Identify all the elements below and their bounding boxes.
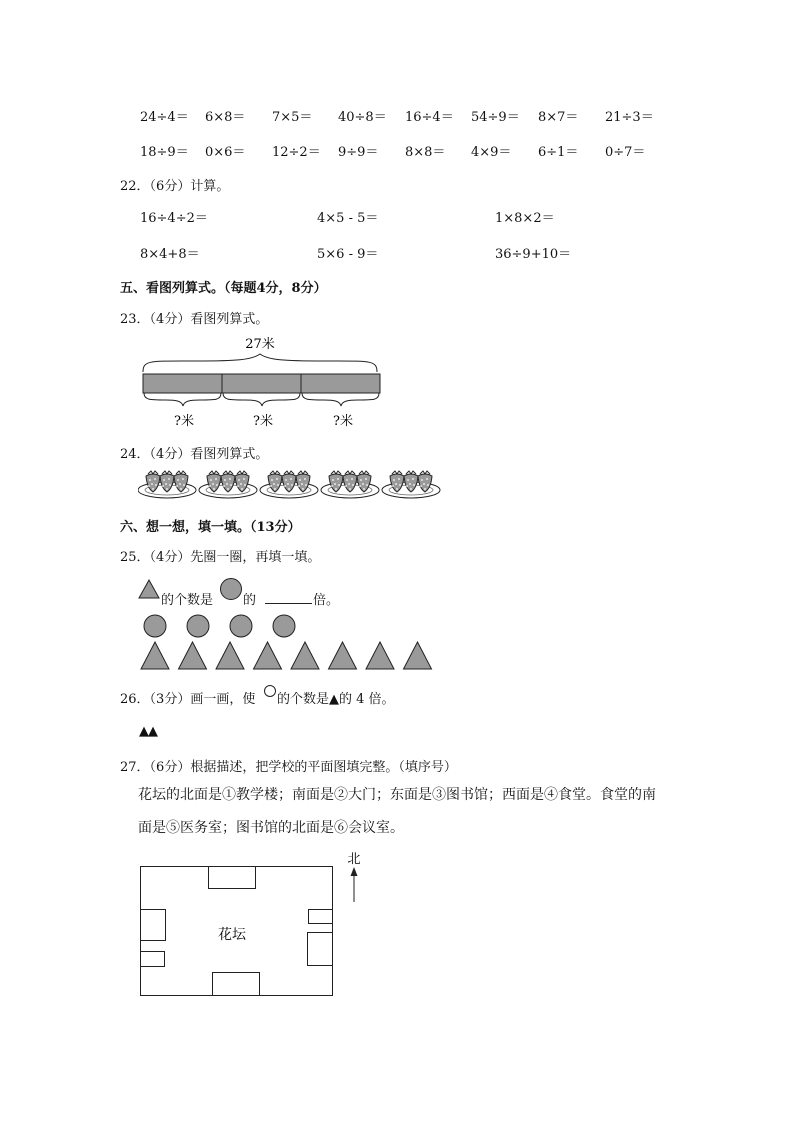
oral-calc-item: 54÷9＝ — [471, 110, 520, 125]
plan-box-west — [141, 910, 166, 941]
q24-heading: 24．（4分）看图列算式。 — [120, 447, 269, 462]
q25-heading: 25．（4分）先圈一圈，再填一填。 — [120, 550, 321, 565]
part-label-2: ?米 — [253, 414, 273, 429]
oral-calc-item: 18÷9＝ — [140, 145, 189, 160]
oral-calc-item: 21÷3＝ — [605, 110, 654, 125]
triangle-icon — [138, 579, 160, 599]
section-5-title: 五、看图列算式。（每题4分，8分） — [120, 281, 327, 296]
top-brace — [143, 354, 377, 372]
q26-heading-a: 26．（3分）画一画，使 — [120, 692, 256, 707]
plan-box-south — [213, 973, 260, 996]
q25-text-a: 的个数是 — [161, 593, 214, 608]
q22-item-3: 1×8×2＝ — [495, 211, 555, 226]
oral-calc-item: 16÷4＝ — [405, 110, 454, 125]
oral-calc-item: 40÷8＝ — [338, 110, 387, 125]
oral-calc-item: 7×5＝ — [272, 110, 313, 125]
flowerbed-label: 花坛 — [218, 927, 246, 943]
bar — [143, 374, 380, 393]
plan-box-east — [308, 933, 333, 966]
q23-heading: 23．（4分）看图列算式。 — [120, 312, 269, 327]
gray-triangle — [329, 642, 357, 669]
q25-answer-blank[interactable] — [265, 603, 312, 604]
gray-circle — [187, 615, 209, 637]
q25-text-c: 倍。 — [313, 593, 340, 608]
oral-calc-item: 24÷4＝ — [140, 110, 189, 125]
gray-triangle — [141, 642, 169, 669]
q22-item-4: 8×4+8＝ — [140, 247, 200, 262]
north-label: 北 — [347, 852, 361, 867]
part-label-3: ?米 — [333, 414, 353, 429]
oral-calc-item: 6×8＝ — [205, 110, 246, 125]
gray-triangle — [254, 642, 282, 669]
q22-item-5: 5×6 - 9＝ — [317, 247, 379, 262]
oral-calc-item: 6÷1＝ — [538, 145, 579, 160]
oral-calc-item: 4×9＝ — [471, 145, 512, 160]
gray-circle — [273, 615, 295, 637]
strawberry-plate — [138, 471, 196, 498]
q26-given-triangles: ▲▲ — [139, 724, 157, 739]
gray-triangle — [216, 642, 244, 669]
gray-circle — [230, 615, 252, 637]
q22-item-2: 4×5 - 5＝ — [317, 211, 379, 226]
q23-segment-diagram — [136, 334, 388, 432]
strawberry-plate — [382, 471, 440, 498]
north-arrow-head — [351, 867, 358, 876]
q27-description-line-1: 花坛的北面是①教学楼；南面是②大门；东面是③图书馆；西面是④食堂。食堂的南 — [138, 787, 656, 803]
strawberry-plate — [321, 471, 379, 498]
q22-heading: 22．（6分）计算。 — [120, 179, 230, 194]
q22-item-6: 36÷9+10＝ — [495, 247, 572, 262]
plan-box-north — [209, 867, 256, 889]
bottom-brace — [144, 393, 221, 406]
oral-calc-item: 9÷9＝ — [338, 145, 379, 160]
q25-text-b: 的 — [243, 593, 257, 608]
gray-circle — [144, 615, 166, 637]
q25-shapes — [138, 612, 443, 672]
q23-total-label: 27米 — [245, 337, 275, 352]
strawberry-plate — [260, 471, 318, 498]
strawberry-plate — [199, 471, 257, 498]
strawberry-plates — [138, 466, 448, 504]
bottom-brace — [223, 393, 300, 406]
oral-calc-item: 0×6＝ — [205, 145, 246, 160]
oral-calc-item: 8×8＝ — [405, 145, 446, 160]
hollow-circle-icon — [263, 684, 277, 698]
plan-box-east-north — [309, 910, 333, 924]
gray-triangle — [291, 642, 319, 669]
gray-triangle — [404, 642, 432, 669]
bottom-brace — [302, 393, 379, 406]
circle-icon — [219, 577, 243, 601]
part-label-1: ?米 — [174, 414, 194, 429]
oral-calc-item: 0÷7＝ — [605, 145, 646, 160]
plan-box-west-south — [141, 952, 165, 967]
section-6-title: 六、想一想，填一填。（13分） — [120, 520, 301, 535]
q22-item-1: 16÷4÷2＝ — [140, 211, 208, 226]
q27-description-line-2: 面是⑤医务室；图书馆的北面是⑥会议室。 — [138, 820, 404, 836]
q27-heading: 27．（6分）根据描述，把学校的平面图填完整。（填序号） — [120, 760, 457, 775]
oral-calc-item: 12÷2＝ — [272, 145, 321, 160]
school-plan-map — [138, 848, 370, 1000]
q26-heading-b: 的个数是▲的 4 倍。 — [277, 692, 395, 707]
gray-triangle — [179, 642, 207, 669]
oral-calc-item: 8×7＝ — [538, 110, 579, 125]
gray-triangle — [366, 642, 394, 669]
